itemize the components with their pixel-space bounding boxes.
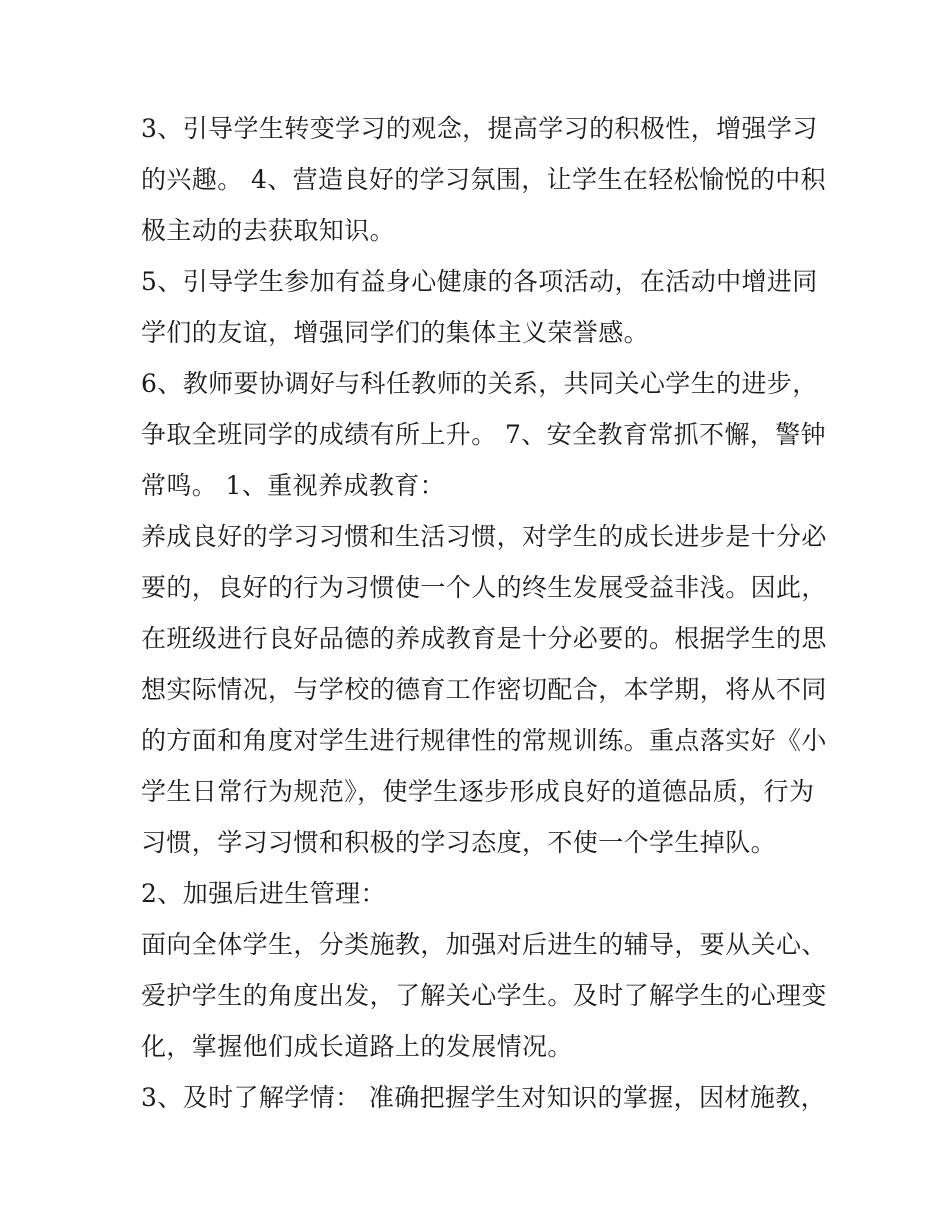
text-line: 面向全体学生，分类施教，加强对后进生的辅导，要从关心、	[141, 930, 827, 959]
text-line: 常鸣。 1、重视养成教育：	[141, 471, 446, 500]
text-line: 的方面和角度对学生进行规律性的常规训练。重点落实好《小	[141, 726, 827, 755]
text-line: 在班级进行良好品德的养成教育是十分必要的。根据学生的思	[141, 624, 827, 653]
text-line: 学生日常行为规范》，使学生逐步形成良好的道德品质，行为	[141, 777, 815, 806]
text-line: 养成良好的学习习惯和生活习惯，对学生的成长进步是十分必	[141, 522, 827, 551]
text-line: 5、引导学生参加有益身心健康的各项活动，在活动中增进同	[141, 267, 818, 296]
text-line: 6、教师要协调好与科任教师的关系，共同关心学生的进步，	[141, 369, 818, 398]
text-line: 3、及时了解学情： 准确把握学生对知识的掌握，因材施教，	[141, 1083, 827, 1112]
text-line: 争取全班同学的成绩有所上升。 7、安全教育常抓不懈，警钟	[141, 420, 827, 449]
text-line: 的兴趣。 4、营造良好的学习氛围，让学生在轻松愉悦的中积	[141, 165, 827, 194]
text-line: 想实际情况，与学校的德育工作密切配合，本学期，将从不同	[141, 675, 827, 704]
text-line: 极主动的去获取知识。	[141, 216, 396, 245]
text-line: 3、引导学生转变学习的观念，提高学习的积极性，增强学习	[141, 114, 818, 143]
text-line: 化，掌握他们成长道路上的发展情况。	[141, 1032, 573, 1061]
text-line: 学们的友谊，增强同学们的集体主义荣誉感。	[141, 318, 650, 347]
text-line: 爱护学生的角度出发，了解关心学生。及时了解学生的心理变	[141, 981, 827, 1010]
text-line: 习惯，学习习惯和积极的学习态度，不使一个学生掉队。	[141, 828, 777, 857]
text-line: 2、加强后进生管理：	[141, 879, 386, 908]
text-line: 要的，良好的行为习惯使一个人的终生发展受益非浅。因此，	[141, 573, 827, 602]
